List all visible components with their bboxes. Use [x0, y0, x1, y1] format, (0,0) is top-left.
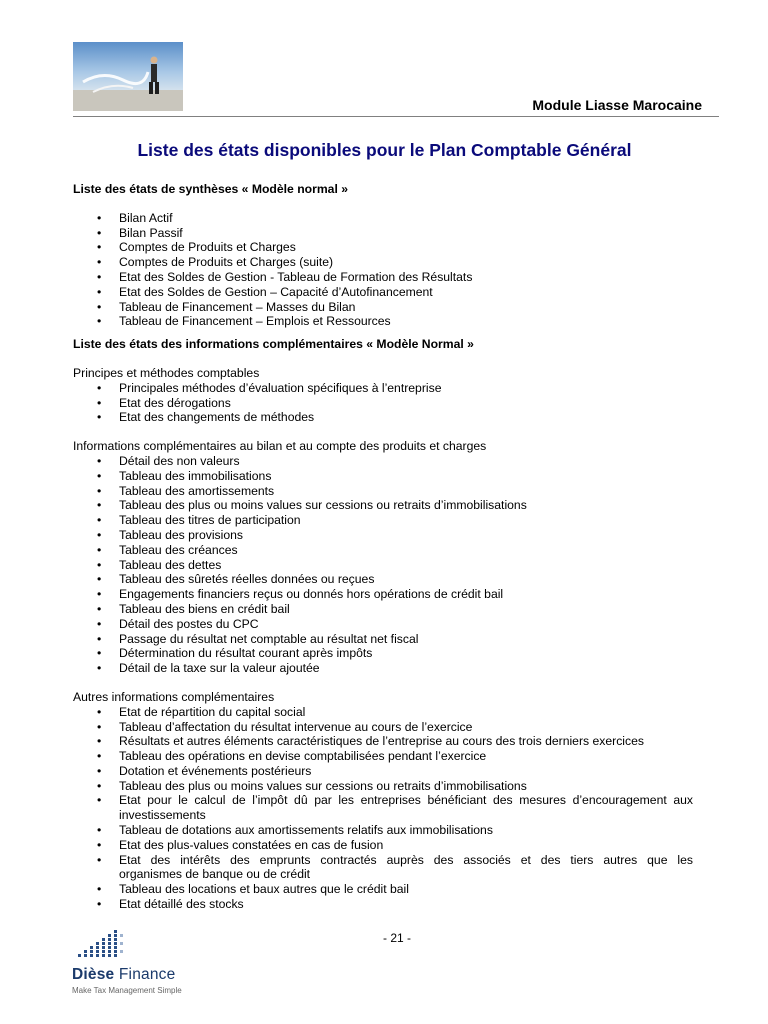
- list-item: • Détail des postes du CPC: [73, 617, 693, 632]
- list-item: • Tableau des provisions: [73, 528, 693, 543]
- list-item: [73, 793, 693, 823]
- list-item: • Tableau des dettes: [73, 558, 693, 573]
- list-item: • Tableau des amortissements: [73, 484, 693, 499]
- list-item: • Détermination du résultat courant après impôts: [73, 646, 693, 661]
- list-item: • Tableau des immobilisations: [73, 469, 693, 484]
- list-item: • Etat des changements de méthodes: [73, 410, 693, 425]
- list-item: • Etat détaillé des stocks: [73, 897, 693, 912]
- list-item: • Etat des Soldes de Gestion – Capacité d’Autofinancement: [73, 285, 693, 300]
- module-title: Module Liasse Marocaine: [532, 97, 702, 113]
- section-heading-syntheses: Liste des états de synthèses « Modèle normal »: [73, 182, 348, 196]
- list-item: • Comptes de Produits et Charges: [73, 240, 693, 255]
- list-item: • Détail de la taxe sur la valeur ajoutée: [73, 661, 693, 676]
- list-item: • Tableau des créances: [73, 543, 693, 558]
- list-item: • Etat des plus-values constatées en cas de fusion: [73, 838, 693, 853]
- list-item-line: • Etat pour le calcul de l’impôt dû par les entreprises bénéficiant des mesures d’encouragement aux: [119, 793, 693, 808]
- autres-informations-list: [73, 705, 693, 912]
- syntheses-list: [73, 211, 693, 329]
- logo-tagline: Make Tax Management Simple: [72, 986, 182, 995]
- list-item: • Etat de répartition du capital social: [73, 705, 693, 720]
- list-item: • Bilan Actif: [73, 211, 693, 226]
- list-item: • Tableau des titres de participation: [73, 513, 693, 528]
- list-item: • Tableau des sûretés réelles données ou reçues: [73, 572, 693, 587]
- list-item: • Etat des dérogations: [73, 396, 693, 411]
- section-heading-informations: Liste des états des informations complémentaires « Modèle Normal »: [73, 337, 474, 352]
- document-body: [73, 182, 693, 912]
- logo-dots-icon: [70, 928, 130, 964]
- list-item: • Tableau des plus ou moins values sur cessions ou retraits d’immobilisations: [73, 498, 693, 513]
- group-title-informations-bilan: Informations complémentaires au bilan et au compte des produits et charges: [73, 439, 487, 454]
- company-logo: [70, 928, 200, 1000]
- group-title-principes: Principes et méthodes comptables: [73, 365, 260, 380]
- list-item: • Tableau des plus ou moins values sur cessions ou retraits d’immobilisations: [73, 779, 693, 794]
- list-item: • Dotation et événements postérieurs: [73, 764, 693, 779]
- principes-list: [73, 381, 693, 425]
- informations-bilan-list: [73, 454, 693, 676]
- list-item: • Tableau des locations et baux autres que le crédit bail: [73, 882, 693, 897]
- list-item-line: • Etat des intérêts des emprunts contractés auprès des associés et des tiers autres que les: [119, 852, 693, 867]
- list-item: • Tableau des biens en crédit bail: [73, 602, 693, 617]
- list-item: • Tableau des opérations en devise comptabilisées pendant l’exercice: [73, 749, 693, 764]
- list-item: • Tableau de dotations aux amortissements relatifs aux immobilisations: [73, 823, 693, 838]
- list-item-line: organismes de banque ou de crédit: [119, 867, 311, 882]
- group-title-autres-informations: Autres informations complémentaires: [73, 689, 275, 704]
- list-item: • Résultats et autres éléments caractéristiques de l’entreprise au cours des trois derniers exercices: [73, 734, 693, 749]
- list-item: • Tableau de Financement – Masses du Bilan: [73, 300, 693, 315]
- list-item: • Tableau de Financement – Emplois et Ressources: [73, 314, 693, 329]
- header-divider: [73, 116, 719, 117]
- logo-name: Dièse Finance: [72, 966, 176, 983]
- list-item-line: investissements: [119, 808, 206, 823]
- page-title: Liste des états disponibles pour le Plan Comptable Général: [137, 140, 632, 160]
- list-item: • Détail des non valeurs: [73, 454, 693, 469]
- list-item: [73, 853, 693, 883]
- list-item: • Principales méthodes d’évaluation spécifiques à l’entreprise: [73, 381, 693, 396]
- list-item: • Tableau d’affectation du résultat intervenue au cours de l’exercice: [73, 720, 693, 735]
- page-number: - 21 -: [383, 931, 412, 945]
- list-item: • Bilan Passif: [73, 226, 693, 241]
- list-item: • Engagements financiers reçus ou donnés hors opérations de crédit bail: [73, 587, 693, 602]
- list-item: • Etat des Soldes de Gestion - Tableau de Formation des Résultats: [73, 270, 693, 285]
- header-photo: [73, 42, 183, 111]
- list-item: • Passage du résultat net comptable au résultat net fiscal: [73, 632, 693, 647]
- list-item: • Comptes de Produits et Charges (suite): [73, 255, 693, 270]
